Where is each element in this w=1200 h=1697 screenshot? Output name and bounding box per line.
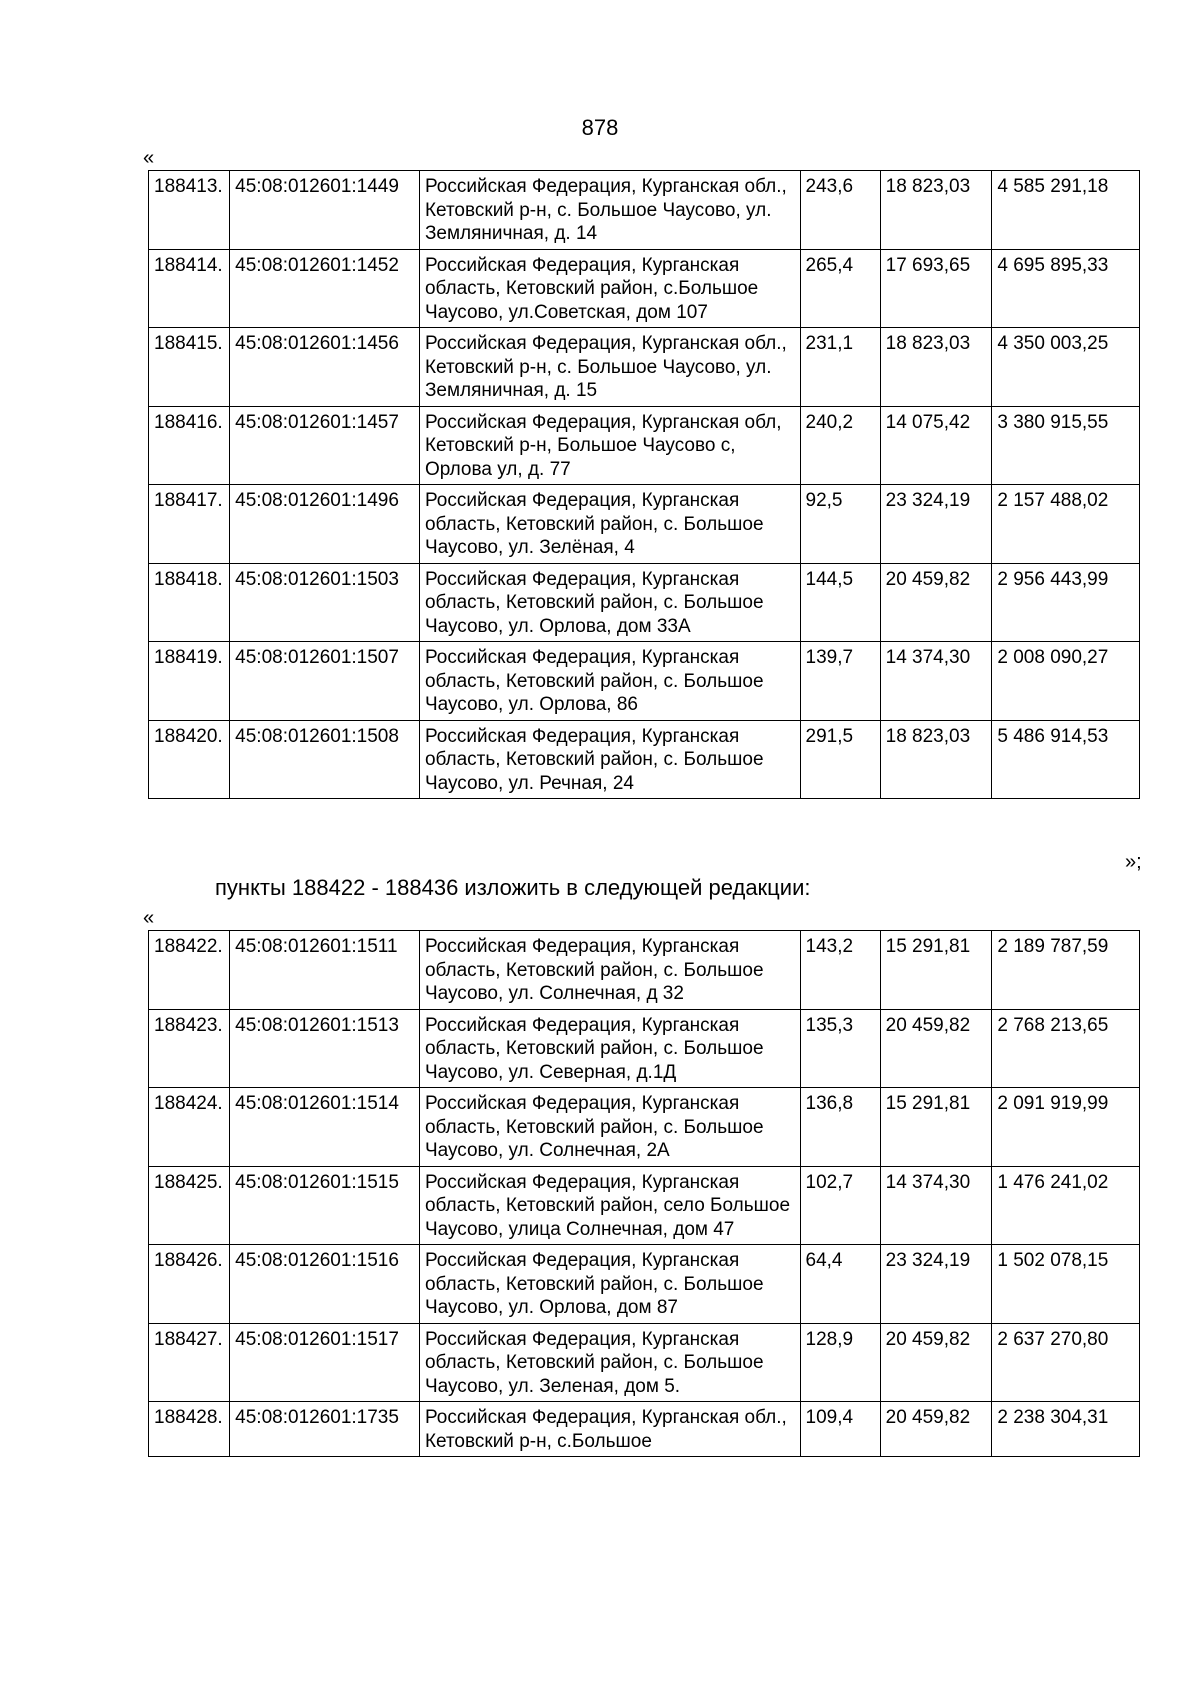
row-number-cell: 188419. [149,642,230,721]
address-cell: Российская Федерация, Курганская область, Кетовский район, с. Большое Чаусово, ул. Солнечная, д 32 [419,931,800,1010]
unit-price-cell: 15 291,81 [880,931,992,1010]
cadastral-number-cell: 45:08:012601:1449 [230,171,420,250]
total-value-cell: 2 157 488,02 [992,485,1140,564]
cadastral-number-cell: 45:08:012601:1507 [230,642,420,721]
row-number-cell: 188415. [149,328,230,407]
row-number-cell: 188413. [149,171,230,250]
total-value-cell: 1 502 078,15 [992,1245,1140,1324]
cadastral-number-cell: 45:08:012601:1457 [230,406,420,485]
open-quote-2: « [143,907,155,929]
unit-price-cell: 20 459,82 [880,1402,992,1457]
table-row [149,1088,1140,1167]
unit-price-cell: 18 823,03 [880,171,992,250]
page-number: 878 [581,115,619,140]
address-cell: Российская Федерация, Курганская область, Кетовский район, с. Большое Чаусово, ул. Орлова, дом 87 [419,1245,800,1324]
close-quote: »; [1125,851,1142,873]
area-cell: 136,8 [800,1088,880,1167]
total-value-cell: 2 189 787,59 [992,931,1140,1010]
table-row [149,485,1140,564]
table-row [149,249,1140,328]
row-number-cell: 188420. [149,720,230,799]
unit-price-cell: 20 459,82 [880,563,992,642]
row-number-cell: 188424. [149,1088,230,1167]
area-cell: 291,5 [800,720,880,799]
area-cell: 135,3 [800,1009,880,1088]
amendment-paragraph: пункты 188422 - 188436 изложить в следующей редакции: [215,875,811,900]
cadastral-number-cell: 45:08:012601:1513 [230,1009,420,1088]
cadastral-number-cell: 45:08:012601:1456 [230,328,420,407]
area-cell: 144,5 [800,563,880,642]
row-number-cell: 188426. [149,1245,230,1324]
total-value-cell: 5 486 914,53 [992,720,1140,799]
cadastral-number-cell: 45:08:012601:1514 [230,1088,420,1167]
total-value-cell: 2 008 090,27 [992,642,1140,721]
total-value-cell: 2 637 270,80 [992,1323,1140,1402]
total-value-cell: 2 091 919,99 [992,1088,1140,1167]
table-row [149,931,1140,1010]
total-value-cell: 2 238 304,31 [992,1402,1140,1457]
table-row [149,720,1140,799]
unit-price-cell: 15 291,81 [880,1088,992,1167]
address-cell: Российская Федерация, Курганская область, Кетовский район, с. Большое Чаусово, ул. Зелёная, 4 [419,485,800,564]
unit-price-cell: 14 374,30 [880,1166,992,1245]
row-number-cell: 188416. [149,406,230,485]
cadastral-number-cell: 45:08:012601:1452 [230,249,420,328]
property-table-2 [148,930,1140,1457]
row-number-cell: 188427. [149,1323,230,1402]
unit-price-cell: 14 075,42 [880,406,992,485]
total-value-cell: 4 350 003,25 [992,328,1140,407]
area-cell: 139,7 [800,642,880,721]
property-table-1 [148,170,1140,799]
row-number-cell: 188428. [149,1402,230,1457]
row-number-cell: 188422. [149,931,230,1010]
row-number-cell: 188423. [149,1009,230,1088]
unit-price-cell: 23 324,19 [880,485,992,564]
table-row [149,406,1140,485]
table-row [149,642,1140,721]
total-value-cell: 1 476 241,02 [992,1166,1140,1245]
cadastral-number-cell: 45:08:012601:1516 [230,1245,420,1324]
cadastral-number-cell: 45:08:012601:1517 [230,1323,420,1402]
area-cell: 102,7 [800,1166,880,1245]
area-cell: 92,5 [800,485,880,564]
address-cell: Российская Федерация, Курганская область, Кетовский район, с. Большое Чаусово, ул. Орлова, дом 33А [419,563,800,642]
unit-price-cell: 20 459,82 [880,1323,992,1402]
table-row [149,1402,1140,1457]
unit-price-cell: 17 693,65 [880,249,992,328]
total-value-cell: 4 585 291,18 [992,171,1140,250]
cadastral-number-cell: 45:08:012601:1508 [230,720,420,799]
row-number-cell: 188418. [149,563,230,642]
address-cell: Российская Федерация, Курганская область, Кетовский район, с. Большое Чаусово, ул. Зеленая, дом 5. [419,1323,800,1402]
area-cell: 243,6 [800,171,880,250]
address-cell: Российская Федерация, Курганская область, Кетовский район, с. Большое Чаусово, ул. Речная, 24 [419,720,800,799]
unit-price-cell: 23 324,19 [880,1245,992,1324]
area-cell: 265,4 [800,249,880,328]
cadastral-number-cell: 45:08:012601:1735 [230,1402,420,1457]
table-row [149,563,1140,642]
address-cell: Российская Федерация, Курганская область, Кетовский район, с. Большое Чаусово, ул. Орлова, 86 [419,642,800,721]
unit-price-cell: 14 374,30 [880,642,992,721]
unit-price-cell: 18 823,03 [880,328,992,407]
table-row [149,1323,1140,1402]
table-row [149,1166,1140,1245]
area-cell: 128,9 [800,1323,880,1402]
cadastral-number-cell: 45:08:012601:1511 [230,931,420,1010]
area-cell: 143,2 [800,931,880,1010]
area-cell: 240,2 [800,406,880,485]
row-number-cell: 188417. [149,485,230,564]
address-cell: Российская Федерация, Курганская обл., Кетовский р-н, с. Большое Чаусово, ул. Земляничная, д. 15 [419,328,800,407]
row-number-cell: 188414. [149,249,230,328]
cadastral-number-cell: 45:08:012601:1503 [230,563,420,642]
address-cell: Российская Федерация, Курганская обл., Кетовский р-н, с. Большое Чаусово, ул. Земляничная, д. 14 [419,171,800,250]
cadastral-number-cell: 45:08:012601:1515 [230,1166,420,1245]
table-row [149,171,1140,250]
address-cell: Российская Федерация, Курганская обл, Кетовский р-н, Большое Чаусово с, Орлова ул, д. 77 [419,406,800,485]
address-cell: Российская Федерация, Курганская область, Кетовский район, с. Большое Чаусово, ул. Солнечная, 2А [419,1088,800,1167]
area-cell: 231,1 [800,328,880,407]
total-value-cell: 4 695 895,33 [992,249,1140,328]
address-cell: Российская Федерация, Курганская область, Кетовский район, с.Большое Чаусово, ул.Советская, дом 107 [419,249,800,328]
address-cell: Российская Федерация, Курганская область, Кетовский район, село Большое Чаусово, улица Солнечная, дом 47 [419,1166,800,1245]
cadastral-number-cell: 45:08:012601:1496 [230,485,420,564]
total-value-cell: 3 380 915,55 [992,406,1140,485]
total-value-cell: 2 768 213,65 [992,1009,1140,1088]
total-value-cell: 2 956 443,99 [992,563,1140,642]
area-cell: 64,4 [800,1245,880,1324]
open-quote: « [143,147,155,169]
address-cell: Российская Федерация, Курганская область, Кетовский район, с. Большое Чаусово, ул. Северная, д.1Д [419,1009,800,1088]
address-cell: Российская Федерация, Курганская обл., Кетовский р-н, с.Большое [419,1402,800,1457]
table-row [149,1245,1140,1324]
row-number-cell: 188425. [149,1166,230,1245]
area-cell: 109,4 [800,1402,880,1457]
table-row [149,1009,1140,1088]
unit-price-cell: 20 459,82 [880,1009,992,1088]
unit-price-cell: 18 823,03 [880,720,992,799]
table-row [149,328,1140,407]
